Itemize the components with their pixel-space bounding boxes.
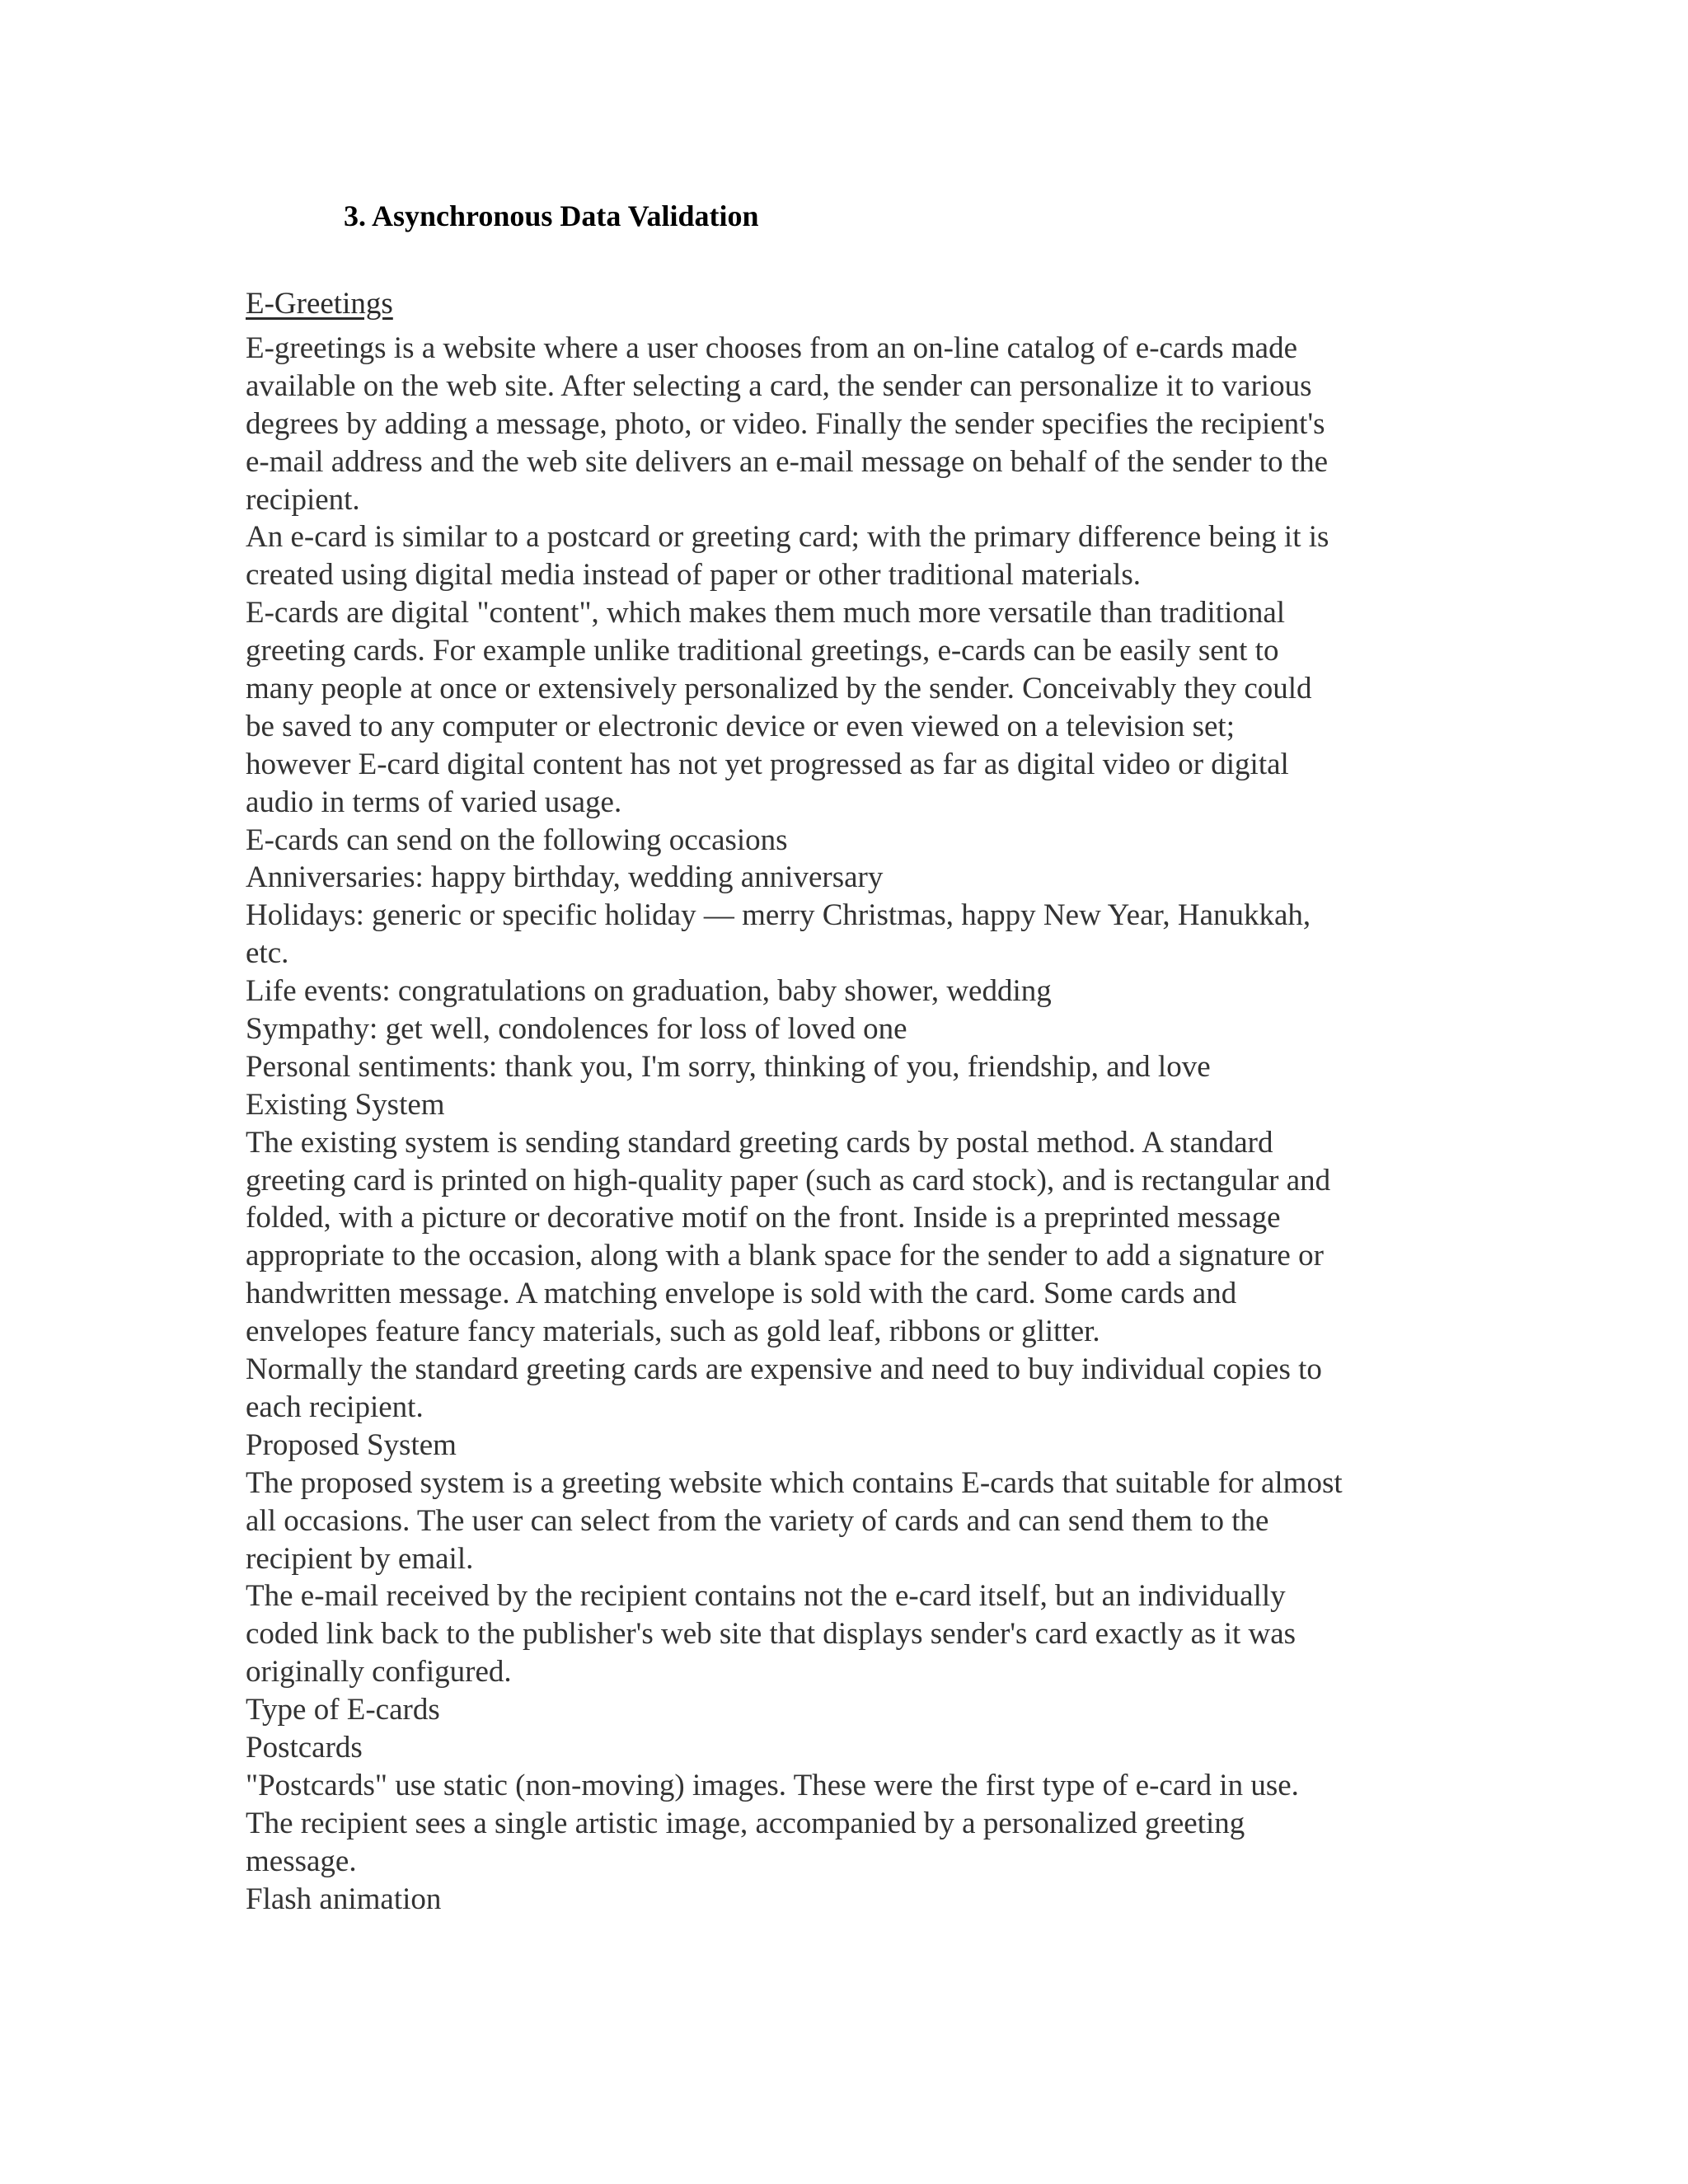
text-line: handwritten message. A matching envelope is sold with the card. Some cards and	[246, 1277, 1237, 1311]
text-line: however E-card digital content has not yet progressed as far as digital video or digital	[246, 747, 1289, 781]
text-line: Sympathy: get well, condolences for loss of loved one	[246, 1012, 907, 1047]
text-line: each recipient.	[246, 1390, 424, 1424]
text-line: created using digital media instead of paper or other traditional materials.	[246, 558, 1141, 593]
text-line: An e-card is similar to a postcard or greeting card; with the primary difference being it is	[246, 520, 1329, 555]
text-line: recipient.	[246, 482, 360, 517]
body-text	[246, 330, 1449, 1918]
text-line: degrees by adding a message, photo, or video. Finally the sender specifies the recipient's	[246, 406, 1325, 441]
text-line: originally configured.	[246, 1655, 512, 1690]
text-line: Life events: congratulations on graduation, baby shower, wedding	[246, 974, 1052, 1009]
text-line: The e-mail received by the recipient contains not the e-card itself, but an individually	[246, 1579, 1286, 1614]
text-line: The proposed system is a greeting website which contains E-cards that suitable for almost	[246, 1465, 1343, 1500]
text-line: E-greetings is a website where a user chooses from an on-line catalog of e-cards made	[246, 331, 1297, 365]
text-line: envelopes feature fancy materials, such as gold leaf, ribbons or glitter.	[246, 1315, 1100, 1349]
text-line: message.	[246, 1844, 357, 1878]
text-line: Personal sentiments: thank you, I'm sorry, thinking of you, friendship, and love	[246, 1049, 1211, 1084]
text-line: "Postcards" use static (non-moving) images. These were the first type of e-card in use.	[246, 1768, 1299, 1802]
text-line: Flash animation	[246, 1882, 442, 1916]
section-heading: 3. Asynchronous Data Validation	[344, 199, 759, 232]
text-line: Normally the standard greeting cards are expensive and need to buy individual copies to	[246, 1352, 1322, 1387]
text-line: E-cards are digital "content", which makes them much more versatile than traditional	[246, 596, 1286, 630]
text-line: greeting card is printed on high-quality paper (such as card stock), and is rectangular and	[246, 1163, 1331, 1197]
text-line: The existing system is sending standard greeting cards by postal method. A standard	[246, 1125, 1273, 1160]
text-line: coded link back to the publisher's web site that displays sender's card exactly as it was	[246, 1617, 1296, 1652]
text-line: Existing System	[246, 1087, 445, 1122]
text-line: E-cards can send on the following occasions	[246, 823, 788, 857]
text-line: greeting cards. For example unlike traditional greetings, e-cards can be easily sent to	[246, 634, 1279, 668]
text-line: available on the web site. After selecting a card, the sender can personalize it to various	[246, 368, 1312, 403]
text-line: e-mail address and the web site delivers an e-mail message on behalf of the sender to the	[246, 444, 1329, 479]
subsection-title: E-Greetings	[246, 287, 393, 321]
text-line: many people at once or extensively personalized by the sender. Conceivably they could	[246, 672, 1312, 706]
text-line: Proposed System	[246, 1427, 457, 1462]
text-line: recipient by email.	[246, 1541, 474, 1576]
text-line: Postcards	[246, 1730, 363, 1765]
text-line: Holidays: generic or specific holiday — merry Christmas, happy New Year, Hanukkah,	[246, 898, 1311, 933]
text-line: folded, with a picture or decorative motif on the front. Inside is a preprinted message	[246, 1201, 1281, 1235]
text-line: audio in terms of varied usage.	[246, 785, 622, 819]
text-line: Type of E-cards	[246, 1693, 440, 1727]
text-line: appropriate to the occasion, along with a blank space for the sender to add a signature or	[246, 1239, 1324, 1273]
text-line: etc.	[246, 936, 289, 971]
text-line: The recipient sees a single artistic image, accompanied by a personalized greeting	[246, 1806, 1245, 1840]
text-line: Anniversaries: happy birthday, wedding anniversary	[246, 860, 884, 895]
text-line: all occasions. The user can select from the variety of cards and can send them to the	[246, 1503, 1269, 1538]
text-line: be saved to any computer or electronic device or even viewed on a television set;	[246, 709, 1235, 743]
